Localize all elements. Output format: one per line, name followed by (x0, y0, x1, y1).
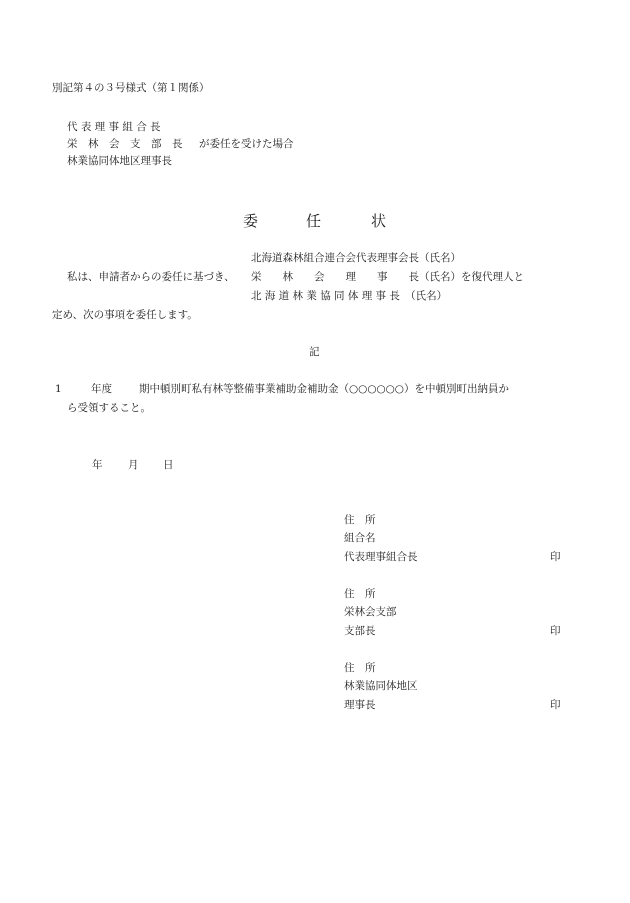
address-label: 住 所 (344, 588, 376, 600)
ki-heading: 記 (309, 346, 320, 358)
applicant-line-2: 栄 林 会 支 部 長 (67, 138, 183, 150)
grantee-line-3: 北 海 道 林 業 協 同 体 理 事 長 （氏名） (251, 290, 448, 302)
applicant-line-1: 代 表 理 事 組 合 長 (67, 121, 161, 133)
date-day: 日 (163, 459, 174, 471)
title-label: 支部長 (344, 625, 376, 637)
delegation-prefix: 私は、申請者からの委任に基づき、 (67, 271, 235, 283)
org-label: 栄林会支部 (344, 606, 397, 618)
item-number: 1 (55, 383, 62, 395)
item-text-line-1: 期中頓別町私有林等整備事業補助金補助金（○○○○○○）を中頓別町出納員か (139, 383, 509, 395)
address-label: 住 所 (344, 662, 376, 674)
applicant-line-3: 林業協同体地区理事長 (67, 155, 172, 167)
title-char-1: 委 (243, 212, 259, 230)
title-char-2: 任 (306, 212, 322, 230)
seal-mark: 印 (550, 551, 561, 563)
grantee-line-1: 北海道森林組合連合会代表理事会長（氏名） (251, 252, 461, 264)
org-label: 組合名 (344, 532, 376, 544)
date-year: 年 (92, 459, 103, 471)
title-label: 代表理事組合長 (344, 551, 418, 563)
address-label: 住 所 (344, 514, 376, 526)
applicant-line-2-suffix: が委任を受けた場合 (199, 138, 294, 150)
date-month: 月 (128, 459, 139, 471)
form-header: 別記第４の３号様式（第１関係） (52, 82, 210, 94)
item-text-line-2: ら受領すること。 (67, 402, 151, 414)
seal-mark: 印 (550, 699, 561, 711)
title-label: 理事長 (344, 699, 376, 711)
org-label: 林業協同体地区 (344, 680, 418, 692)
title-char-3: 状 (371, 212, 387, 230)
grantee-line-2: 栄 林 会 理 事 長（氏名）を復代理人と (251, 271, 524, 283)
delegation-continuation: 定め、次の事項を委任します。 (52, 309, 198, 321)
seal-mark: 印 (550, 625, 561, 637)
item-year-label: 年度 (91, 383, 112, 395)
